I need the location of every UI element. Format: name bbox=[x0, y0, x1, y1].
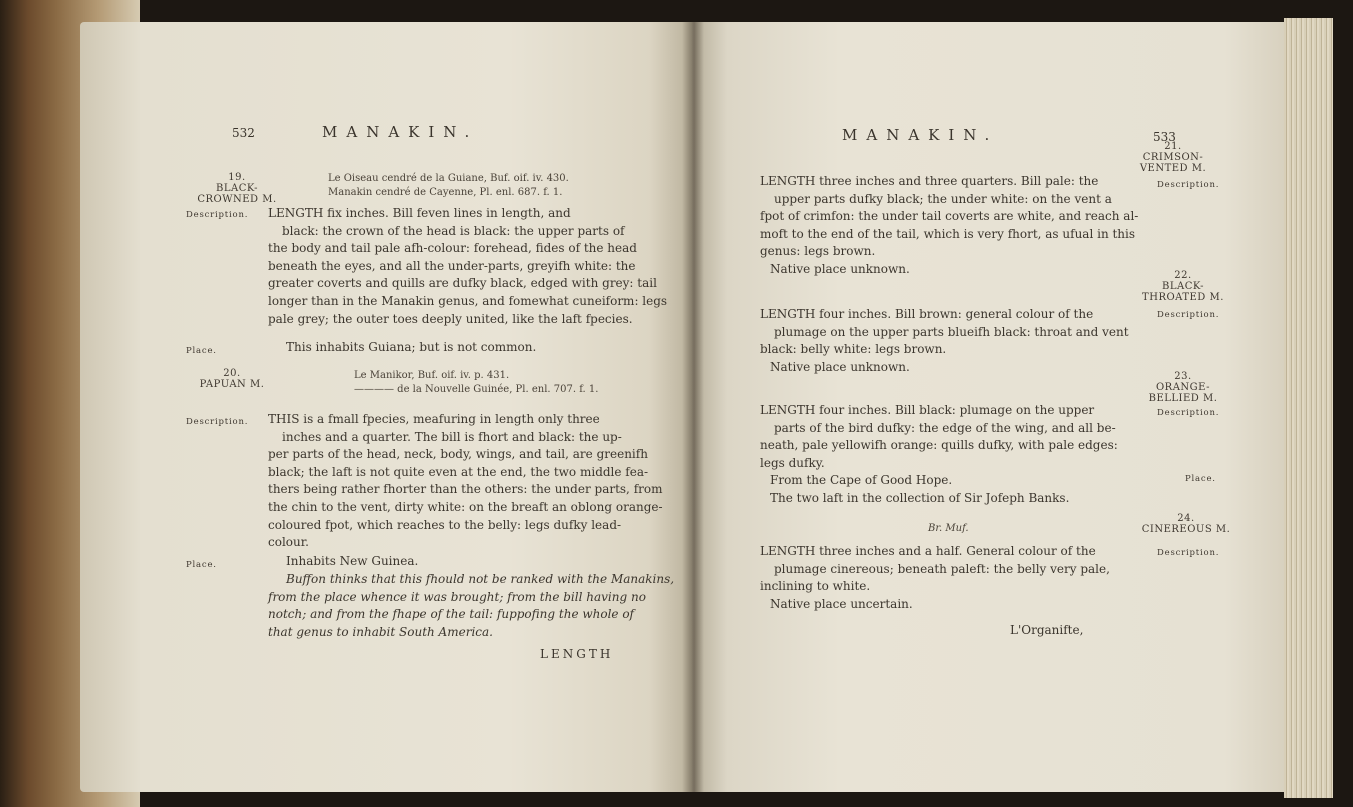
right-running-header: MANAKIN. bbox=[842, 126, 999, 144]
entry-21-line: fpot of crimfon: the under tail coverts are white, and reach al- bbox=[760, 209, 1139, 224]
entry-24-line: LENGTH three inches and a half. General colour of the bbox=[760, 544, 1096, 558]
entry-24-description bbox=[760, 543, 1110, 613]
entry-21-place: Native place unknown. bbox=[770, 261, 910, 276]
entry-23-number: 23. bbox=[1174, 371, 1192, 382]
entry-21-line: genus: legs brown. bbox=[760, 244, 876, 259]
right-catchword: L'Organifte, bbox=[1010, 623, 1084, 637]
entry-21-name-line1: CRIMSON- bbox=[1142, 152, 1204, 163]
entry-23-label bbox=[1138, 371, 1228, 404]
entry-22-line: black: belly white: legs brown. bbox=[760, 342, 947, 357]
entry-21-line: upper parts dufky black; the under white: on the vent a bbox=[774, 191, 1112, 206]
entry-20-label bbox=[182, 368, 282, 390]
entry-21-label bbox=[1128, 141, 1218, 174]
right-shadow bbox=[1333, 0, 1353, 807]
entry-24-line: plumage cinereous; beneath paleft: the belly very pale, bbox=[774, 561, 1110, 576]
entry-20-references bbox=[354, 369, 598, 397]
entry-19-line: longer than in the Manakin genus, and fomewhat cuneiform: legs bbox=[268, 293, 668, 308]
entry-20-name: PAPUAN M. bbox=[199, 379, 265, 390]
entry-23-name-line1: ORANGE- bbox=[1155, 382, 1211, 393]
entry-23-note: The two laft in the collection of Sir Jofeph Banks. bbox=[770, 490, 1070, 505]
entry-19-ref-1: Le Oiseau cendré de la Guiane, Buf. oif. iv. 430. bbox=[328, 173, 569, 184]
entry-20-description bbox=[268, 411, 663, 552]
entry-22-label bbox=[1128, 270, 1238, 303]
entry-20-ref-1: Le Manikor, Buf. oif. iv. p. 431. bbox=[354, 370, 510, 381]
entry-23-line: parts of the bird dufky: the edge of the wing, and all be- bbox=[774, 420, 1116, 435]
entry-20-place-label: Place. bbox=[186, 560, 217, 570]
entry-19-number: 19. bbox=[228, 172, 246, 183]
entry-20-line: inches and a quarter. The bill is fhort and black: the up- bbox=[282, 429, 622, 444]
entry-19-description bbox=[268, 205, 667, 328]
entry-24-description-label: Description. bbox=[1157, 548, 1220, 558]
entry-19-line: the body and tail pale afh-colour: forehead, fides of the head bbox=[268, 241, 637, 256]
entry-20-line: per parts of the head, neck, body, wings, and tail, are greenifh bbox=[268, 447, 648, 462]
entry-21-description bbox=[760, 173, 1138, 279]
entry-20-line: the chin to the vent, dirty white: on the breaft an oblong orange- bbox=[268, 499, 663, 514]
entry-23-place-label: Place. bbox=[1185, 474, 1216, 484]
entry-20-note-line: from the place whence it was brought; from the bill having no bbox=[268, 589, 646, 604]
entry-23-description-label: Description. bbox=[1157, 408, 1220, 418]
entry-20-number: 20. bbox=[223, 368, 241, 379]
entry-22-number: 22. bbox=[1174, 270, 1192, 281]
entry-20-line: coloured fpot, which reaches to the belly: legs dufky lead- bbox=[268, 517, 622, 532]
entry-23-name-line2: BELLIED M. bbox=[1148, 393, 1218, 404]
entry-19-line: greater coverts and quills are dufky black, edged with grey: tail bbox=[268, 276, 657, 291]
entry-20-line: colour. bbox=[268, 535, 309, 550]
entry-20-note-line: notch; and from the fhape of the tail: fuppofing the whole of bbox=[268, 607, 634, 622]
entry-20-ref-2: ———— de la Nouvelle Guinée, Pl. enl. 707. f. 1. bbox=[354, 384, 599, 395]
left-page-number: 532 bbox=[232, 126, 255, 140]
entry-19-references bbox=[328, 172, 569, 200]
entry-19-ref-2: Manakin cendré de Cayenne, Pl. enl. 687. f. 1. bbox=[328, 187, 563, 198]
entry-20-line: thers being rather fhorter than the others: the under parts, from bbox=[268, 482, 663, 497]
entry-22-description-label: Description. bbox=[1157, 310, 1220, 320]
entry-22-name-line1: BLACK- bbox=[1162, 281, 1204, 292]
entry-20-description-label: Description. bbox=[186, 417, 249, 427]
entry-20-place: Inhabits New Guinea. bbox=[286, 554, 419, 568]
entry-24-reference: Br. Muf. bbox=[928, 523, 969, 534]
entry-20-note-line: Buffon thinks that this fhould not be ranked with the Manakins, bbox=[286, 572, 675, 586]
entry-22-line: plumage on the upper parts blueifh black: throat and vent bbox=[774, 324, 1129, 339]
entry-24-name: CINEREOUS M. bbox=[1141, 524, 1231, 535]
entry-19-name-line1: BLACK- bbox=[216, 183, 258, 194]
entry-24-place: Native place uncertain. bbox=[770, 596, 913, 611]
entry-21-line: LENGTH three inches and three quarters. Bill pale: the bbox=[760, 174, 1099, 188]
entry-24-line: inclining to white. bbox=[760, 579, 871, 594]
entry-23-line: legs dufky. bbox=[760, 455, 825, 470]
entry-21-description-label: Description. bbox=[1157, 180, 1220, 190]
right-page-number: 533 bbox=[1153, 130, 1176, 144]
entry-21-name-line2: VENTED M. bbox=[1139, 163, 1207, 174]
entry-21-line: moft to the end of the tail, which is very fhort, as ufual in this bbox=[760, 226, 1136, 241]
left-catchword: LENGTH bbox=[540, 647, 614, 661]
book-gutter bbox=[682, 22, 704, 792]
entry-19-line: LENGTH fix inches. Bill feven lines in length, and bbox=[268, 206, 571, 220]
entry-23-line: LENGTH four inches. Bill black: plumage on the upper bbox=[760, 403, 1095, 417]
entry-19-name-line2: CROWNED M. bbox=[197, 194, 277, 205]
entry-19-description-label: Description. bbox=[186, 210, 249, 220]
entry-19-place-label: Place. bbox=[186, 346, 217, 356]
entry-24-label bbox=[1126, 513, 1246, 535]
entry-20-line: THIS is a fmall fpecies, meafuring in length only three bbox=[268, 412, 600, 426]
entry-22-description bbox=[760, 306, 1129, 376]
entry-22-name-line2: THROATED M. bbox=[1142, 292, 1224, 303]
entry-23-description bbox=[760, 402, 1118, 508]
entry-20-note bbox=[268, 571, 674, 641]
entry-22-place: Native place unknown. bbox=[770, 359, 910, 374]
entry-19-line: pale grey; the outer toes deeply united, like the laft fpecies. bbox=[268, 311, 633, 326]
entry-19-line: beneath the eyes, and all the under-parts, greyifh white: the bbox=[268, 258, 636, 273]
entry-21-number: 21. bbox=[1164, 141, 1182, 152]
entry-20-line: black; the laft is not quite even at the end, the two middle fea- bbox=[268, 464, 649, 479]
entry-20-note-line: that genus to inhabit South America. bbox=[268, 624, 493, 639]
entry-19-line: black: the crown of the head is black: the upper parts of bbox=[282, 223, 625, 238]
entry-23-place: From the Cape of Good Hope. bbox=[770, 473, 953, 488]
entry-22-line: LENGTH four inches. Bill brown: general colour of the bbox=[760, 307, 1094, 321]
entry-23-line: neath, pale yellowifh orange: quills dufky, with pale edges: bbox=[760, 438, 1118, 453]
left-running-header: MANAKIN. bbox=[322, 123, 479, 141]
entry-19-label bbox=[182, 172, 292, 205]
entry-19-place: This inhabits Guiana; but is not common. bbox=[286, 340, 537, 354]
entry-24-number: 24. bbox=[1177, 513, 1195, 524]
